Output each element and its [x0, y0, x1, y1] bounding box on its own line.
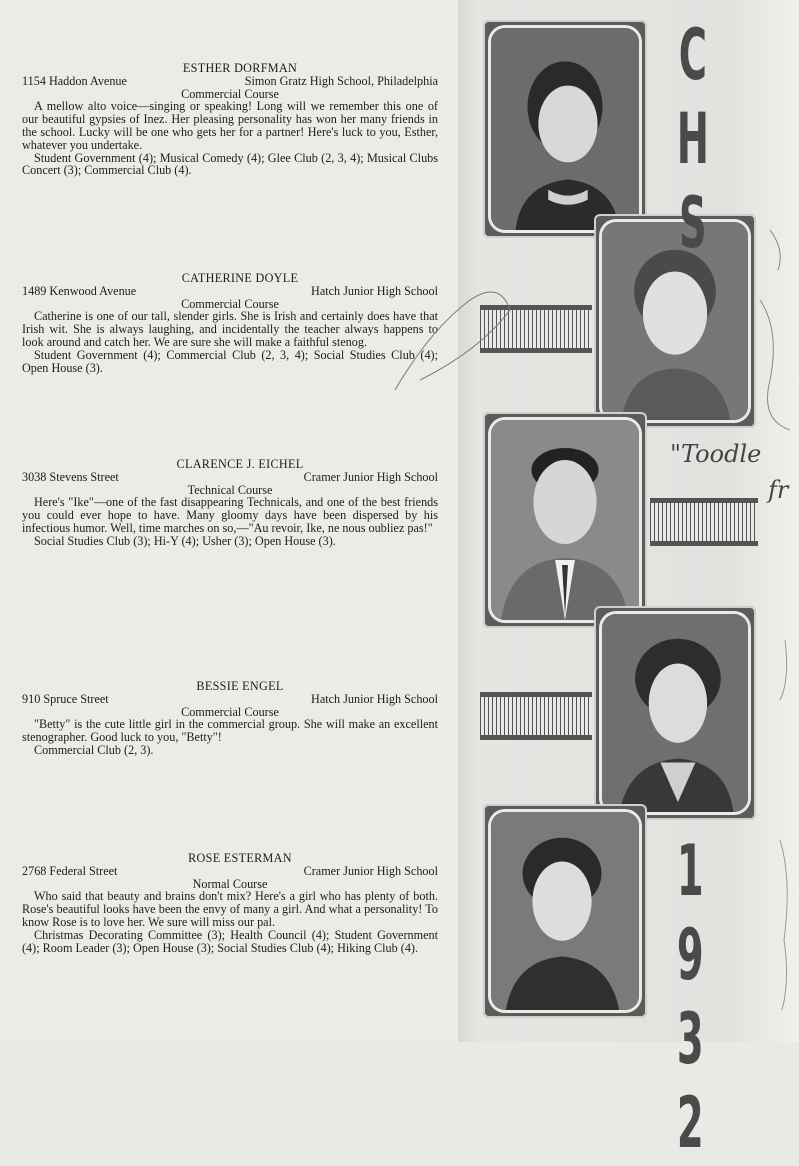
portrait-photo-image: [491, 420, 639, 620]
description: Who said that beauty and brains don't mix? Here's a girl who has plenty of both. Rose's beautiful looks have been the envy of many a girl. And what a personality! To know Rose is to love her. We sure will miss our pal.: [22, 889, 438, 929]
activities: Student Government (4); Commercial Club (2, 3, 4); Social Studies Club (4); Open House (3).: [22, 347, 438, 375]
portrait-photo-image: [602, 614, 748, 812]
decorative-bar: [480, 692, 592, 740]
handwritten-note: fr: [768, 476, 789, 504]
activities: Social Studies Club (3); Hi-Y (4); Usher (3); Open House (3).: [34, 533, 336, 548]
student-name: ESTHER DORFMAN: [182, 61, 298, 75]
portrait-photo: [491, 812, 639, 1010]
address-line: [22, 285, 438, 298]
student-entry: [22, 458, 438, 548]
previous-school: Hatch Junior High School: [311, 691, 438, 706]
course: Commercial Course: [181, 86, 279, 101]
description: "Betty" is the cute little girl in the commercial group. She will make an excellent stenographer. Good luck to you, "Betty"!: [22, 717, 438, 745]
decorative-bar: [480, 305, 592, 353]
student-entry: [22, 62, 438, 177]
course: Commercial Course: [181, 296, 279, 311]
portrait-frame: [594, 606, 756, 820]
course: Commercial Course: [181, 704, 279, 719]
student-name: ROSE ESTERMAN: [188, 851, 292, 865]
street-address: 1154 Haddon Avenue: [22, 73, 127, 88]
student-name: BESSIE ENGEL: [196, 679, 284, 693]
student-name: CLARENCE J. EICHEL: [176, 457, 304, 471]
previous-school: Simon Gratz High School, Philadelphia: [244, 73, 438, 88]
description: A mellow alto voice—singing or speaking! Long will we remember this one of our beautiful gypsies of Inez. Her pleasing personality has won her many friends in the school. Lucky will be one who gets her for a partner! Here's luck to you, Esther, whatever you undertake.: [22, 99, 438, 152]
course: Normal Course: [192, 876, 268, 891]
activities: Christmas Decorating Committee (3); Health Council (4); Student Government (4); Room Leader (3); Open House (3); Social Studies Club (4); Hiking Club (4).: [22, 927, 438, 955]
address-line: [22, 693, 438, 706]
portrait-photo: [491, 420, 639, 620]
description: Here's "Ike"—one of the fast disappearing Technicals, and one of the best friends you could ever hope to have. Many gloomy days have been dispersed by his infectious humor. Well, time marches on so,—"Au revoir, Ike, ne nous oubliez pas!": [22, 495, 438, 535]
portrait-photo: [602, 614, 748, 812]
student-name: CATHERINE DOYLE: [181, 271, 299, 285]
portrait-frame: [483, 20, 647, 238]
student-entry: [22, 680, 438, 757]
portrait-photo-image: [491, 812, 639, 1010]
address-line: [22, 865, 438, 878]
description: Catherine is one of our tall, slender girls. She is Irish and certainly does have that Irish wit. She is always laughing, and incidentally the teacher always happens to look around and catch her. We are sure she will make a faithful stenog.: [22, 309, 438, 349]
activities: Commercial Club (2, 3).: [34, 742, 154, 757]
street-address: 1489 Kenwood Avenue: [22, 283, 137, 298]
previous-school: Hatch Junior High School: [311, 283, 438, 298]
portrait-frame: [483, 412, 647, 628]
student-entry: [22, 852, 438, 954]
portrait-frame: [483, 804, 647, 1018]
course: Technical Course: [187, 482, 273, 497]
student-entry: [22, 272, 438, 374]
activities: Student Government (4); Musical Comedy (4); Glee Club (2, 3, 4); Musical Clubs Concert (3); Commercial Club (4).: [22, 150, 438, 178]
address-line: [22, 75, 438, 88]
portrait-photo-image: [491, 28, 639, 230]
school-letters: CHS: [670, 14, 716, 266]
street-address: 3038 Stevens Street: [22, 469, 119, 484]
class-year: 1932: [667, 830, 713, 1166]
previous-school: Cramer Junior High School: [303, 863, 438, 878]
address-line: [22, 471, 438, 484]
street-address: 2768 Federal Street: [22, 863, 118, 878]
street-address: 910 Spruce Street: [22, 691, 109, 706]
decorative-bar: [650, 498, 758, 546]
previous-school: Cramer Junior High School: [303, 469, 438, 484]
handwritten-note: "Toodle: [670, 440, 762, 468]
portrait-photo: [491, 28, 639, 230]
